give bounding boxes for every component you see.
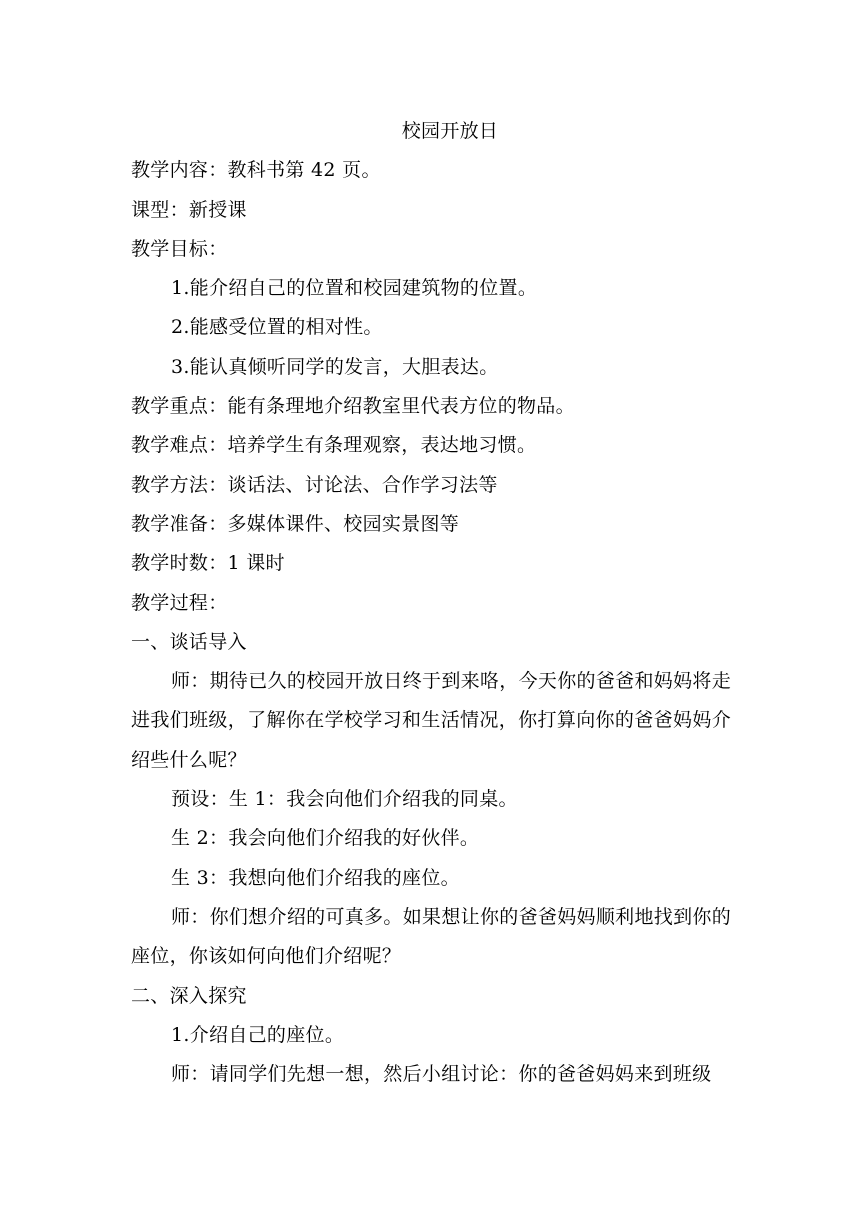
preset-line: 生 3：我想向他们介绍我的座位。 <box>171 866 460 889</box>
teacher-paragraph: 师：你们想介绍的可真多。如果想让你的爸爸妈妈顺利地找到你的座位，你该如何向他们介绍呢？ <box>131 905 731 968</box>
preset-line: 生 2：我会向他们介绍我的好伙伴。 <box>171 827 480 850</box>
section-heading: 一、谈话导入 <box>131 630 247 653</box>
document-page <box>131 112 731 1094</box>
objective-item: 2.能感受位置的相对性。 <box>171 316 383 339</box>
objectives-heading: 教学目标： <box>131 237 228 260</box>
section-item: 1.介绍自己的座位。 <box>171 1023 345 1046</box>
objective-item: 1.能介绍自己的位置和校园建筑物的位置。 <box>171 277 538 300</box>
teacher-paragraph: 师：期待已久的校园开放日终于到来咯，今天你的爸爸和妈妈将走进我们班级，了解你在学校学习和生活情况，你打算向你的爸爸妈妈介绍些什么呢？ <box>131 670 731 771</box>
section-heading: 二、深入探究 <box>131 984 247 1007</box>
teacher-paragraph: 师：请同学们先想一想，然后小组讨论：你的爸爸妈妈来到班级 <box>171 1063 712 1086</box>
teaching-content: 教学内容：教科书第 42 页。 <box>131 159 381 182</box>
difficulty: 教学难点：培养学生有条理观察，表达地习惯。 <box>131 434 537 457</box>
preset-line: 预设：生 1：我会向他们介绍我的同桌。 <box>171 788 518 811</box>
lesson-type: 课型：新授课 <box>131 198 247 221</box>
teaching-methods: 教学方法：谈话法、讨论法、合作学习法等 <box>131 473 498 496</box>
document-title: 校园开放日 <box>401 120 499 142</box>
teaching-preparation: 教学准备：多媒体课件、校园实景图等 <box>131 512 460 535</box>
key-point: 教学重点：能有条理地介绍教室里代表方位的物品。 <box>131 395 575 418</box>
process-heading: 教学过程： <box>131 591 228 614</box>
objective-item: 3.能认真倾听同学的发言，大胆表达。 <box>171 355 499 378</box>
teaching-hours: 教学时数：1 课时 <box>131 552 285 575</box>
